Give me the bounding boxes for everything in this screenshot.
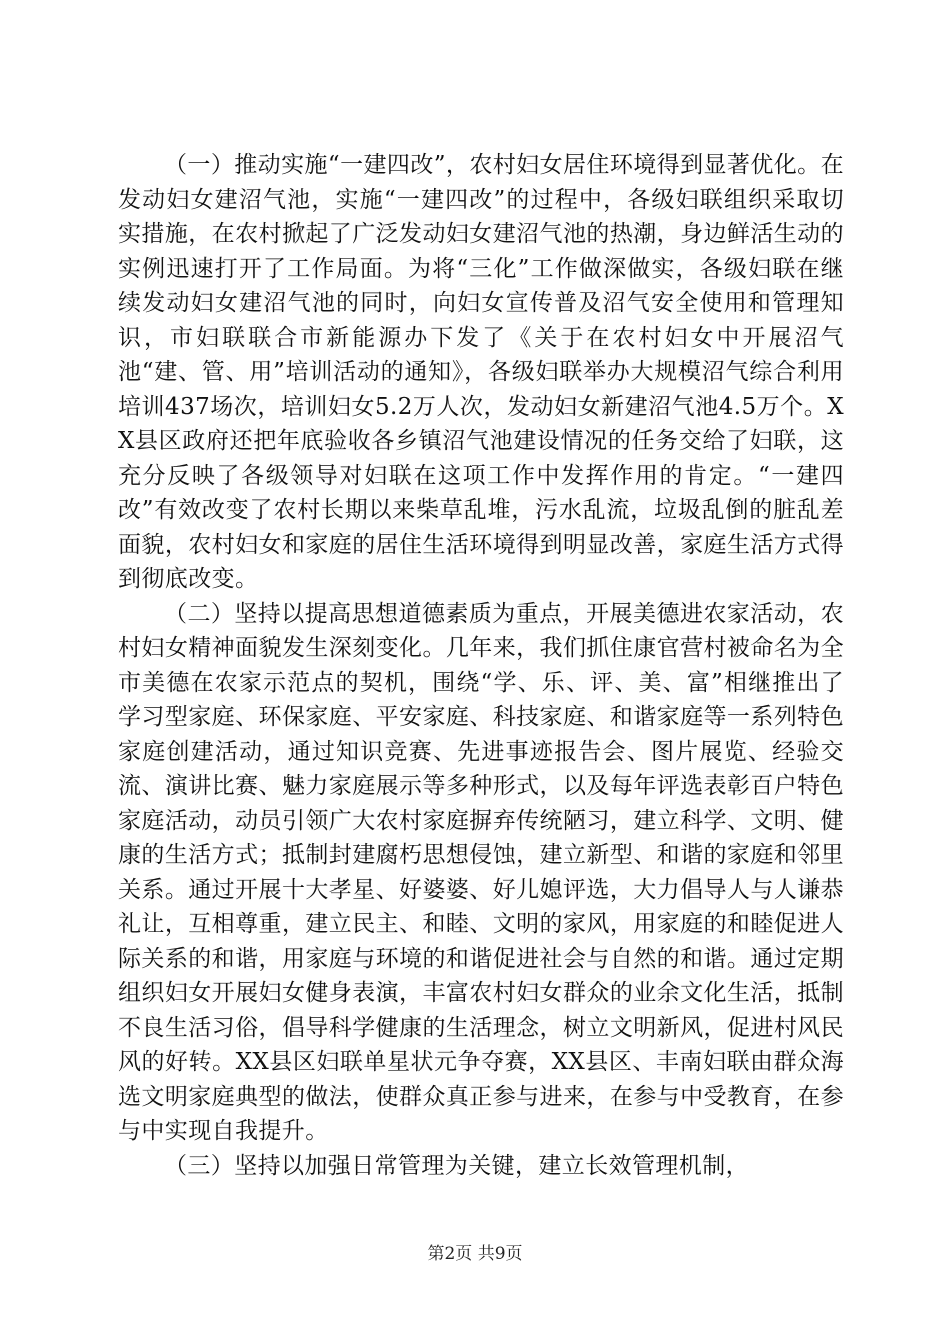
paragraph-3: （三）坚持以加强日常管理为关键，建立长效管理机制， <box>164 1152 749 1179</box>
paragraph-1: （一）推动实施“一建四改”，农村妇女居住环境得到显著优化。在发动妇女建沼气池，实施“一建四改”的过程中，各级妇联组织采取切实措施，在农村掀起了广泛发动妇女建沼气池的热潮，身边鲜活生动的实例迅速打开了工作局面。为将“三化”工作做深做实，各级妇联在继续发动妇女建沼气池的同时，向妇女宣传普及沼气安全使用和管理知识，市妇联联合市新能源办下发了《关于在农村妇女中开展沼气池“建、管、用”培训活动的通知》，各级妇联举办大规模沼气综合利用培训437场次，培训妇女5.2万人次，发动妇女新建沼气池4.5万个。XX县区政府还把年底验收各乡镇沼气池建设情况的任务交给了妇联，这充分反映了各级领导对妇联在这项工作中发挥作用的肯定。“一建四改”有效改变了农村长期以来柴草乱堆，污水乱流，垃圾乱倒的脏乱差面貌，农村妇女和家庭的居住生活环境得到明显改善，家庭生活方式得到彻底改变。 <box>118 152 844 592</box>
document-body <box>118 148 844 1183</box>
paragraph-2: （二）坚持以提高思想道德素质为重点，开展美德进农家活动，农村妇女精神面貌发生深刻变化。几年来，我们抓住康官营村被命名为全市美德在农家示范点的契机，围绕“学、乐、评、美、富”相继推出了学习型家庭、环保家庭、平安家庭、科技家庭、和谐家庭等一系列特色家庭创建活动，通过知识竞赛、先进事迹报告会、图片展览、经验交流、演讲比赛、魅力家庭展示等多种形式，以及每年评选表彰百户特色家庭活动，动员引领广大农村家庭摒弃传统陋习，建立科学、文明、健康的生活方式；抵制封建腐朽思想侵蚀，建立新型、和谐的家庭和邻里关系。通过开展十大孝星、好婆婆、好儿媳评选，大力倡导人与人谦恭礼让，互相尊重，建立民主、和睦、文明的家风，用家庭的和睦促进人际关系的和谐，用家庭与环境的和谐促进社会与自然的和谐。通过定期组织妇女开展妇女健身表演，丰富农村妇女群众的业余文化生活，抵制不良生活习俗，倡导科学健康的生活理念，树立文明新风，促进村风民风的好转。XX县区妇联单星状元争夺赛，XX县区、丰南妇联由群众海选文明家庭典型的做法，使群众真正参与进来，在参与中受教育，在参与中实现自我提升。 <box>118 600 844 1144</box>
page-footer: 第2页 共9页 <box>427 1244 523 1264</box>
